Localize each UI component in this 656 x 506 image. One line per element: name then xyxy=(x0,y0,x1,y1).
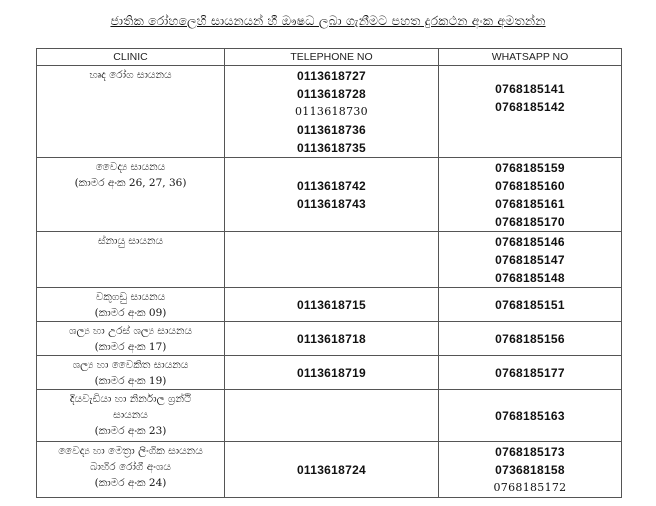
clinic-room: (කාමර අංක 26, 27, 36) xyxy=(74,177,187,189)
clinic-cell xyxy=(37,288,225,322)
clinic-room: (කාමර අංක 24) xyxy=(94,477,167,489)
table-row xyxy=(37,66,622,158)
clinic-name-cont: සායනය xyxy=(113,409,148,421)
clinic-room: (කාමර අංක 09) xyxy=(94,307,167,319)
header-telephone: TELEPHONE NO xyxy=(225,49,439,66)
table-row xyxy=(37,442,622,498)
clinic-name: ශල්‍ය හා වෛකිත සායනය xyxy=(72,359,189,371)
clinic-cell xyxy=(37,442,225,498)
telephone-cell xyxy=(225,232,439,288)
whatsapp-number: 0768185177 xyxy=(495,365,565,380)
clinic-name: ශල්‍ය හා උරස් ශල්‍ය සායනය xyxy=(68,325,193,337)
clinic-table xyxy=(36,48,622,498)
telephone-number: 0113618735 xyxy=(296,141,367,155)
whatsapp-cell xyxy=(439,232,622,288)
clinic-table-wrap xyxy=(36,48,621,498)
telephone-number: 0113618736 xyxy=(296,123,367,137)
whatsapp-cell xyxy=(439,322,622,356)
telephone-number: 0113618724 xyxy=(296,462,367,477)
clinic-name: වෛද්‍ය සායනය xyxy=(95,161,166,173)
whatsapp-number: 0768185146 xyxy=(495,235,565,249)
table-row xyxy=(37,322,622,356)
header-row xyxy=(37,49,622,66)
clinic-room: (කාමර අංක 17) xyxy=(94,341,167,353)
whatsapp-number: 0768185170 xyxy=(495,215,565,229)
telephone-cell xyxy=(225,442,439,498)
whatsapp-cell xyxy=(439,66,622,158)
clinic-cell xyxy=(37,158,225,232)
clinic-room: (කාමර අංක 19) xyxy=(94,375,167,387)
whatsapp-number: 0768185148 xyxy=(495,271,565,285)
telephone-cell xyxy=(225,390,439,442)
clinic-cell xyxy=(37,66,225,158)
telephone-cell xyxy=(225,288,439,322)
header-clinic: CLINIC xyxy=(37,49,225,66)
clinic-name: වෛද්‍ය හා මෙත්‍රා ලිංගික සායනය xyxy=(58,445,203,457)
whatsapp-number: 0768185151 xyxy=(495,297,565,312)
title-wrap xyxy=(0,10,656,29)
whatsapp-number: 0736818158 xyxy=(495,463,565,477)
clinic-cell xyxy=(37,390,225,442)
telephone-number: 0113618727 xyxy=(296,69,367,83)
whatsapp-number: 0768185173 xyxy=(495,445,565,459)
telephone-number: 0113618718 xyxy=(296,331,367,346)
clinic-name: දියවැඩියා හා නිර්නාල ග්‍රන්ථි xyxy=(69,393,192,405)
table-row xyxy=(37,390,622,442)
header-whatsapp: WHATSAPP NO xyxy=(439,49,622,66)
page-title: ජාතික රෝහලෙහි සායනයන් හී ඖෂධ ලබා ගැනීමට පහත දුරකථන අංක අමතන්න xyxy=(110,13,546,28)
clinic-cell xyxy=(37,356,225,390)
telephone-number: 0113618743 xyxy=(296,196,367,211)
clinic-name-cont: බාහිර රෝගී අංශය xyxy=(90,461,171,473)
whatsapp-number: 0768185141 xyxy=(495,82,565,96)
clinic-cell xyxy=(37,322,225,356)
clinic-cell xyxy=(37,232,225,288)
clinic-name: ස්නායු සායනය xyxy=(97,235,164,247)
whatsapp-number: 0768185147 xyxy=(495,253,565,267)
telephone-number: 0113618742 xyxy=(296,178,367,193)
whatsapp-number: 0768185159 xyxy=(495,161,565,175)
whatsapp-number: 0768185161 xyxy=(495,197,565,211)
clinic-room: (කාමර අංක 23) xyxy=(94,425,167,437)
whatsapp-number: 0768185160 xyxy=(495,179,565,193)
whatsapp-cell xyxy=(439,288,622,322)
telephone-cell xyxy=(225,66,439,158)
whatsapp-number: 0768185172 xyxy=(493,481,567,494)
table-row xyxy=(37,158,622,232)
table-row xyxy=(37,232,622,288)
clinic-name: වකුගඩු සායනය xyxy=(95,291,166,303)
telephone-number: 0113618730 xyxy=(295,105,368,118)
table-row xyxy=(37,356,622,390)
clinic-name: හෘද රෝග සායනය xyxy=(89,69,172,81)
whatsapp-cell xyxy=(439,390,622,442)
whatsapp-cell xyxy=(439,158,622,232)
table-row xyxy=(37,288,622,322)
whatsapp-number: 0768185163 xyxy=(495,408,565,423)
whatsapp-number: 0768185142 xyxy=(495,100,565,114)
telephone-cell xyxy=(225,356,439,390)
telephone-number: 0113618719 xyxy=(296,365,367,380)
whatsapp-cell xyxy=(439,356,622,390)
telephone-number: 0113618715 xyxy=(296,297,367,312)
whatsapp-number: 0768185156 xyxy=(495,331,565,346)
telephone-cell xyxy=(225,322,439,356)
telephone-cell xyxy=(225,158,439,232)
whatsapp-cell xyxy=(439,442,622,498)
telephone-number: 0113618728 xyxy=(296,87,367,101)
